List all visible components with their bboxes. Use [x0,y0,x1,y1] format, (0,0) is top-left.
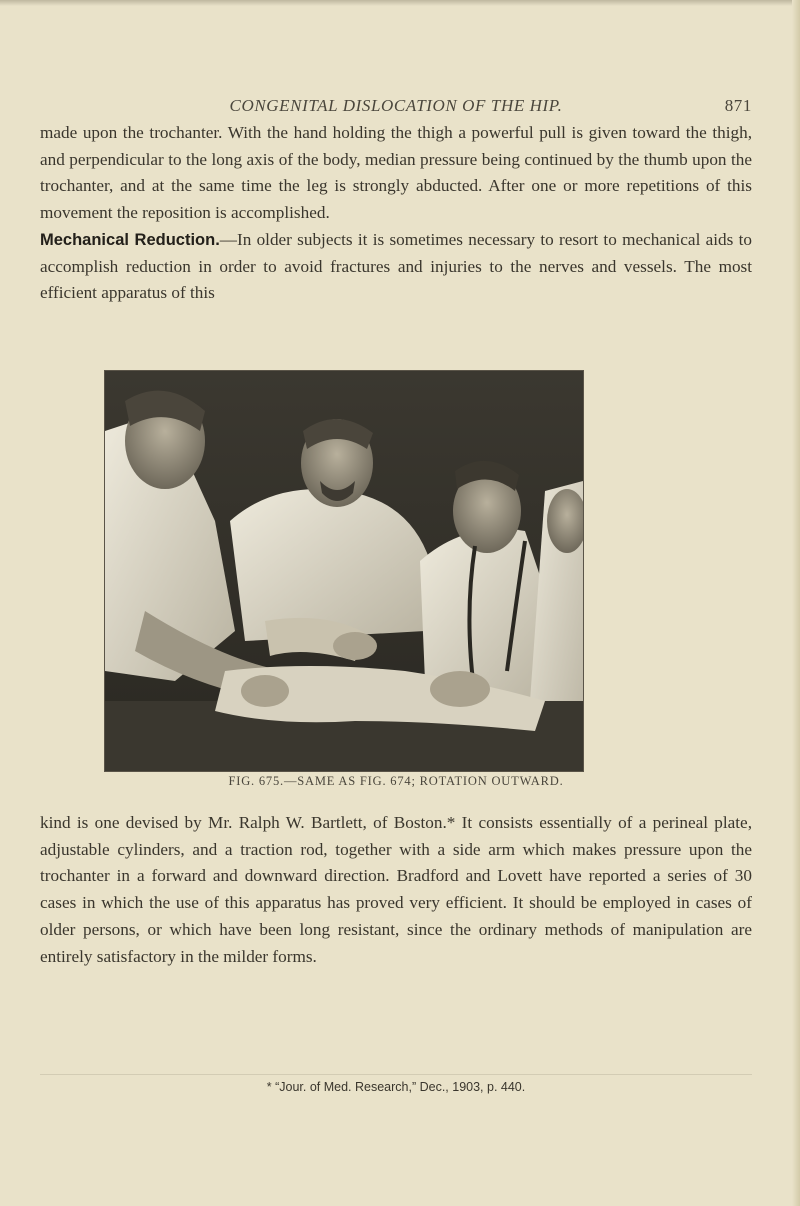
paragraph: kind is one devised by Mr. Ralph W. Bartlett, of Boston.* It consists essentially of a perineal plate, adjustable cylinders, and a traction rod, together with a side arm which makes pressure upon the trochanter in a forward and downward direction. Bradford and Lovett have reported a series of 30 cases in which the use of this apparatus has proved very efficient. It should be employed in cases of older persons, or which have been long resistant, since the ordinary methods of manipulation are entirely satisfactory in the milder forms. [40,813,752,966]
paragraph-mechanical-reduction [40,227,752,307]
paragraph-text: —In older subjects it is sometimes necessary to resort to mechanical aids to accomplish reduction in order to avoid fractures and injuries to the nerves and vessels. The most efficient apparatus of this [40,229,752,303]
figure-photograph [104,370,584,772]
page-edge-right [792,0,800,1206]
figure-caption: FIG. 675.—SAME AS FIG. 674; ROTATION OUTWARD. [228,774,564,788]
footnote: * “Jour. of Med. Research,” Dec., 1903, p. 440. [266,1080,526,1094]
paragraph: made upon the trochanter. With the hand holding the thigh a powerful pull is given toward the thigh, and perpendicular to the long axis of the body, median pressure being continued by the thumb upon the trochanter, and at the same time the leg is strongly abducted. After one or more repetitions of this movement the reposition is accomplished. [40,123,752,223]
text-block-bottom [40,810,752,970]
photograph-surgeons-reduction [105,371,583,771]
footnote-divider [40,1074,752,1075]
text-block-top [40,120,752,307]
page-number: 871 [724,96,752,115]
page-edge [0,0,800,6]
running-title: CONGENITAL DISLOCATION OF THE HIP. [229,96,563,115]
section-heading: Mechanical Reduction. [40,230,220,249]
running-header [40,96,752,120]
